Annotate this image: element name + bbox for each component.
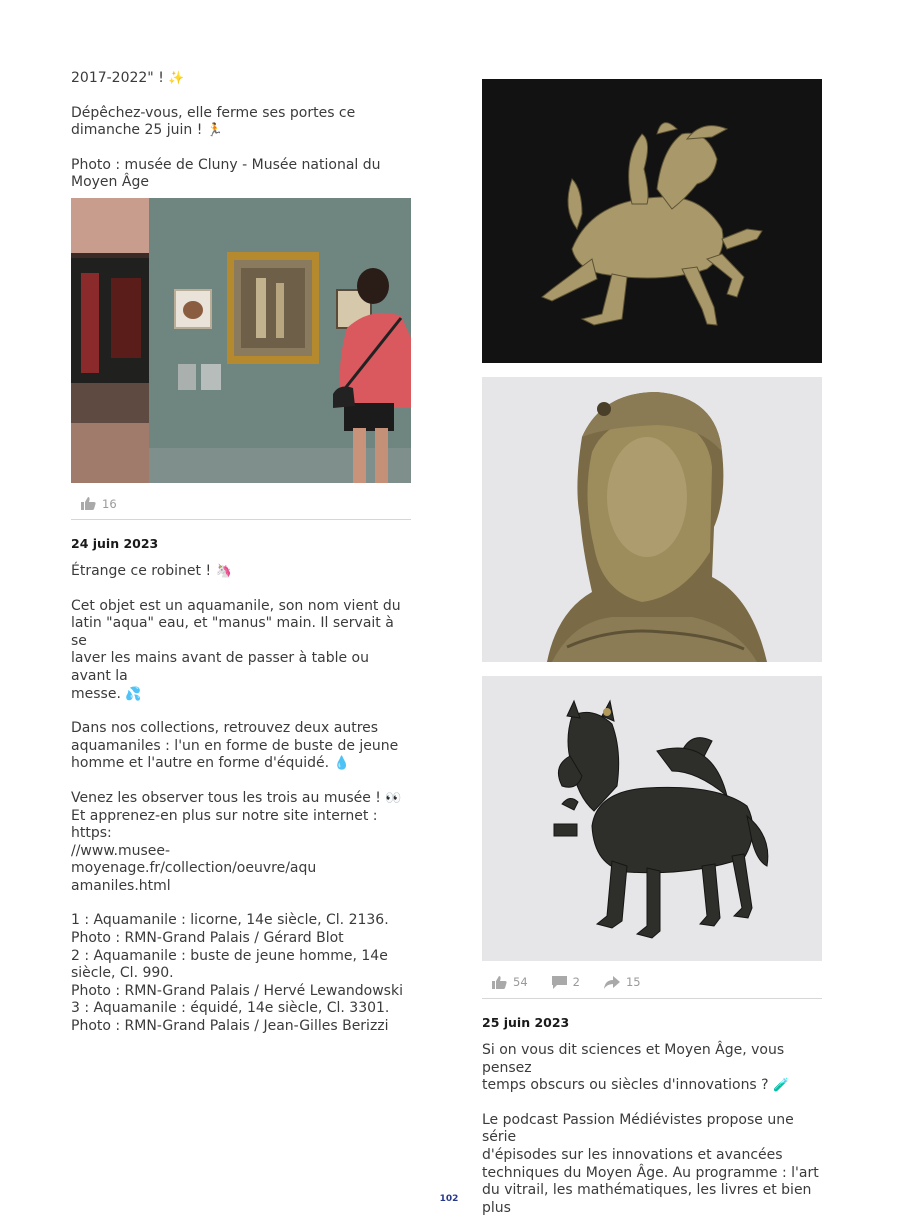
- unicorn-aquamanile-photo[interactable]: [482, 79, 822, 363]
- photo-credit: Photo : musée de Cluny - Musée national du Moyen Âge: [71, 156, 381, 191]
- shares-stat[interactable]: 15: [604, 975, 641, 989]
- post-divider: [482, 998, 822, 999]
- museum-visitor-photo[interactable]: [71, 198, 411, 483]
- post-date: 25 juin 2023: [482, 1015, 570, 1030]
- thumbs-up-icon: [81, 497, 96, 510]
- post-paragraph: Si on vous dit sciences et Moyen Âge, vous pensez temps obscurs ou siècles d'innovations ? 🧪: [482, 1042, 790, 1094]
- post-tail-paragraph: Dépêchez-vous, elle ferme ses portes ce dimanche 25 juin ! 🏃: [71, 104, 356, 139]
- unicorn-icon: 🦄: [215, 563, 232, 579]
- post-divider: [71, 519, 411, 520]
- sweat-droplets-icon: 💦: [125, 686, 142, 702]
- right-column: [482, 79, 822, 1217]
- test-tube-icon: 🧪: [773, 1078, 790, 1094]
- post-stats: [71, 493, 411, 515]
- bust-aquamanile-photo[interactable]: [482, 377, 822, 662]
- post-stats: [482, 971, 822, 993]
- left-column: [71, 70, 411, 1036]
- likes-stat[interactable]: 54: [492, 975, 528, 989]
- post-paragraph: Venez les observer tous les trois au musée ! 👀: [71, 789, 402, 806]
- post-paragraph: Le podcast Passion Médiévistes propose une série d'épisodes sur les innovations et avancées techniques du Moyen Âge. Au programme : l'art du vitrail, les mathématiques, les livres et bien plus: [482, 1111, 819, 1216]
- post-paragraph: Étrange ce robinet ! 🦄: [71, 562, 232, 579]
- droplet-icon: 💧: [333, 756, 350, 772]
- page-number: 102: [439, 1194, 459, 1204]
- horse-aquamanile-photo[interactable]: [482, 676, 822, 961]
- comment-icon: [552, 976, 567, 989]
- photo-credits-list: 1 : Aquamanile : licorne, 14e siècle, Cl. 2136. Photo : RMN-Grand Palais / Gérard Blot 2 : Aquamanile : buste de jeune homme, 14e siècle, Cl. 990. Photo : RMN-Grand Palais / Hervé Lewandowski 3 : Aquamanile : équidé, 14e siècle, Cl. 3301. Photo : RMN-Grand Palais / Jean-Gilles Berizzi: [71, 912, 403, 1035]
- comments-stat[interactable]: 2: [552, 975, 580, 989]
- share-arrow-icon: [604, 976, 620, 989]
- post-date: 24 juin 2023: [71, 535, 159, 551]
- post-paragraph: Dans nos collections, retrouvez deux autres aquamaniles : l'un en forme de buste de jeune homme et l'autre en forme d'équidé. 💧: [71, 720, 399, 772]
- sparkles-icon: ✨: [168, 71, 185, 86]
- post-tail-line: 2017-2022" ! ✨: [71, 70, 185, 86]
- eyes-icon: 👀: [385, 790, 402, 806]
- post-link-paragraph[interactable]: Et apprenez-en plus sur notre site internet : https: //www.musee-moyenage.fr/collection/oeuvre/aqu amaniles.html: [71, 807, 378, 894]
- thumbs-up-icon: [492, 976, 507, 989]
- runner-icon: 🏃: [206, 123, 223, 139]
- likes-stat[interactable]: 16: [81, 497, 117, 511]
- post-paragraph: Cet objet est un aquamanile, son nom vient du latin "aqua" eau, et "manus" main. Il servait à se laver les mains avant de passer à table ou avant la messe. 💦: [71, 597, 401, 702]
